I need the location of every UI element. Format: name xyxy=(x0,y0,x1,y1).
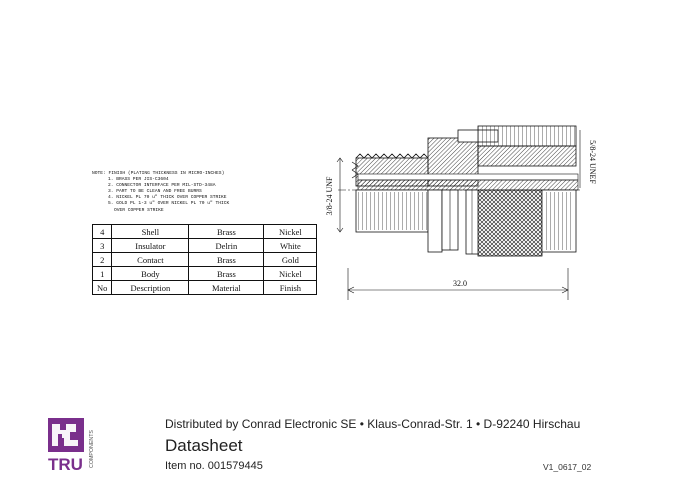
lower-view xyxy=(356,190,576,256)
bom-no: 3 xyxy=(93,239,112,253)
bom-description: Contact xyxy=(112,253,189,267)
note-line: 2. CONNECTOR INTERFACE PER MIL-STD-348A xyxy=(108,183,216,189)
table-row xyxy=(93,225,317,239)
overall-length-label: 32.0 xyxy=(453,279,467,288)
note-line: 3. PART TO BE CLEAN AND FREE BURRS xyxy=(108,189,202,195)
table-row xyxy=(93,267,317,281)
bom-no: 1 xyxy=(93,267,112,281)
plating-notes xyxy=(92,171,332,214)
bom-header-description: Description xyxy=(112,281,189,295)
connector-drawing xyxy=(318,118,618,308)
bom-header-no: No xyxy=(93,281,112,295)
note-line: 1. BRASS PER JIS-C3604 xyxy=(108,177,169,183)
logo-word: TRU xyxy=(48,455,83,474)
version-label: V1_0617_02 xyxy=(543,462,592,472)
bom-header-finish: Finish xyxy=(264,281,317,295)
table-row xyxy=(93,253,317,267)
bom-no: 4 xyxy=(93,225,112,239)
note-line: 4. NICKEL PL 70 u" THICK OVER COPPER STRIKE xyxy=(108,195,227,201)
bom-material: Brass xyxy=(189,225,264,239)
bom-finish: Nickel xyxy=(264,225,317,239)
bom-description: Insulator xyxy=(112,239,189,253)
bom-finish: Gold xyxy=(264,253,317,267)
bom-no: 2 xyxy=(93,253,112,267)
bom-description: Body xyxy=(112,267,189,281)
note-line: OVER COPPER STRIKE xyxy=(114,207,164,213)
page-title: Datasheet xyxy=(165,436,243,455)
bom-material: Delrin xyxy=(189,239,264,253)
thread-left-label: 3/8-24 UNF xyxy=(325,176,334,216)
bom-description: Shell xyxy=(112,225,189,239)
thread-right-label: 5/8-24 UNEF xyxy=(588,140,597,184)
upper-section xyxy=(352,126,578,190)
item-number: Item no. 001579445 xyxy=(165,460,263,472)
bom-material: Brass xyxy=(189,253,264,267)
distributor-line: Distributed by Conrad Electronic SE • Klaus-Conrad-Str. 1 • D-92240 Hirschau xyxy=(165,417,581,431)
table-row xyxy=(93,239,317,253)
tru-components-logo xyxy=(48,418,100,474)
bom-finish: White xyxy=(264,239,317,253)
bom-header-material: Material xyxy=(189,281,264,295)
notes-heading: NOTE: FINISH (PLATING THICKNESS IN MICRO-INCHES) xyxy=(92,171,225,176)
logo-sub: COMPONENTS xyxy=(89,430,95,468)
bom-table xyxy=(92,224,317,295)
note-line: 5. GOLD PL 1-3 u" OVER NICKEL PL 70 u" THICK xyxy=(108,201,230,207)
bom-material: Brass xyxy=(189,267,264,281)
table-header-row xyxy=(93,281,317,295)
bom-finish: Nickel xyxy=(264,267,317,281)
